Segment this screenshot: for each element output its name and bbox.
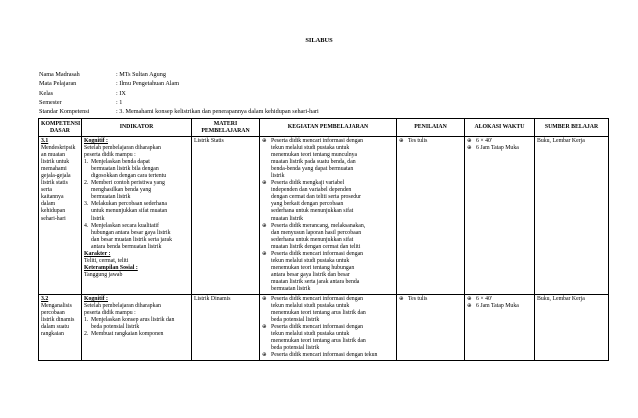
alokasi-cell [465,295,535,361]
list-item: 4. Menjelaskan secara kualitatif hubungan antara besar gaya listrik dan besar muatan listrik serta jarak antara benda bermuatan listrik [84,222,172,250]
materi-cell: Listrik Dinamis [192,295,260,361]
header-materi: MATERI PEMBELAJARAN [192,119,260,137]
kd-line: rangkaian [41,331,64,338]
kd-line: Menganalisis [41,303,72,310]
kegiatan-cell [260,137,397,295]
header-penilaian: PENILAIAN [397,119,465,137]
kd-line: listrik dinamis [41,317,75,324]
kd-line: kaitannya [41,194,64,201]
circle-plus-icon: ⊕ [262,352,267,359]
syllabus-table [38,118,609,361]
list-item: ⊕ 6 Jam Tatap Muka [467,145,519,152]
kd-line: memahami [41,166,67,173]
header-alokasi: ALOKASI WAKTU [465,119,535,137]
kegiatan-list [262,296,394,359]
list-item: ⊕ Tes tulis [399,138,428,144]
table-row [39,137,609,295]
circle-plus-icon: ⊕ [399,296,404,303]
header-indikator: INDIKATOR [82,119,192,137]
kd-line: an muatan [41,152,65,159]
indikator-cell [82,137,192,295]
meta-key: Semester [39,98,62,106]
kd-line: dalam [41,201,56,208]
header-sumber: SUMBER BELAJAR [535,119,609,137]
list-item: 1. Menjelaskan benda dapat bermuatan listrik bila dengan digosokkan dengan cara tertentu [84,159,167,180]
meta-key: Nama Madrasah [39,71,80,78]
circle-plus-icon: ⊕ [467,296,472,303]
karakter-label: Karakter : [84,250,111,257]
meta-key: Mata Pelajaran [39,80,77,88]
kd-number: 3.2 [41,296,49,303]
indikator-intro: Setelah pembelajaran diharapkan [84,145,161,152]
meta-key: Standar Kompetensi [39,108,90,116]
circle-plus-icon: ⊕ [262,296,267,303]
sosial-label: Keterampilan Sosial : [84,264,138,271]
header-kompetensi-dasar: KOMPETENSI DASAR [39,119,82,137]
kegiatan-cell [260,295,397,361]
meta-key: Kelas [39,89,54,97]
meta-row [39,70,319,79]
kd-line: listrik untuk [41,159,70,166]
kd-line: gejala-gejala [41,173,71,180]
kd-cell [39,137,82,295]
materi-cell: Listrik Statis [192,137,260,295]
kd-line: listrik statis [41,180,68,187]
list-item: 2. Membuat rangkaian komponen [84,331,164,338]
list-item: 3. Melakukan percobaan sederhana untuk menunjukkan sifat muatan listrik [84,201,168,222]
meta-row [39,98,319,107]
indikator-intro: peserta didik mampu : [84,310,136,317]
circle-plus-icon: ⊕ [262,222,267,229]
meta-value: : MTs Sultan Agung [116,71,166,78]
indikator-intro: Setelah pembelajaran diharapkan [84,303,161,310]
list-item: ⊕ Peserta didik mencari informasi dengan tekun melalui studi pustaka untuk menemukan teori tentang arus listrik dan beda potensial listrik [262,296,366,324]
list-item: ⊕ Tes tulis [399,296,428,303]
list-item: ⊕ Peserta didik merancang, melaksanakan, dan menyusun laporan hasil percobaan sederhana untuk menunjukkan sifat muatan listrik dengan cermat dan teliti [262,222,366,250]
list-item: ⊕ Peserta didik mencari informasi dengan tekun melalui studi pustaka untuk menemukan teori tentang munculnya muatan listrik pada suatu benda, dan benda-benda yang dapat bermuatan listrik [262,138,364,180]
meta-value: : Ilmu Pengetahuan Alam [116,80,180,88]
circle-plus-icon: ⊕ [467,303,472,310]
circle-plus-icon: ⊕ [262,138,267,144]
kd-line: serta [41,187,52,194]
list-item: ⊕ Peserta didik mencari informasi dengan tekun [262,352,378,359]
penilaian-cell [397,137,465,295]
kegiatan-list [262,138,394,293]
list-item: 2. Memberi contoh peristiwa yang menghasilkan benda yang bermuatan listrik [84,180,165,201]
indikator-cell [82,295,192,361]
kognitif-label: Kognitif : [84,138,108,144]
list-item: ⊕ 6 × 40' [467,138,492,144]
list-item: ⊕ 6 Jam Tatap Muka [467,303,519,310]
header-kegiatan: KEGIATAN PEMBELAJARAN [260,119,397,137]
kd-line: Mendeskripsik [41,145,76,152]
indikator-intro: peserta didik mampu : [84,152,136,159]
list-item: ⊕ Peserta didik mencari informasi dengan tekun melalui studi pustaka untuk menemukan teori tentang arus listrik dan beda potensial listrik [262,324,366,352]
list-item: ⊕ Peserta didik mencari informasi dengan tekun melalui studi pustaka untuk menemukan teori tentang hubungan antara besar gaya listrik dan besar muatan listrik serta jarak antara benda bermuatan listrik [262,250,364,292]
circle-plus-icon: ⊕ [262,250,267,257]
kd-line: percobaan [41,310,65,317]
karakter-value: Teliti, cermat, teliti [84,257,129,264]
sumber-cell: Buku, Lembar Kerja [535,295,609,361]
circle-plus-icon: ⊕ [467,138,472,144]
kd-number: 3.1 [41,138,49,144]
circle-plus-icon: ⊕ [467,145,472,152]
meta-value: : 1 [116,98,123,106]
circle-plus-icon: ⊕ [262,180,267,187]
list-item: ⊕ 6 × 40' [467,296,492,303]
penilaian-cell [397,295,465,361]
kd-line: dalam suatu [41,324,69,331]
meta-row [39,89,319,98]
meta-value: : IX [116,89,126,97]
indikator-list [84,159,189,251]
identity-block [39,70,319,116]
table-row [39,295,609,361]
list-item: 1. Menjelaskan konsep arus listrik dan beda potensial listrik [84,317,175,331]
circle-plus-icon: ⊕ [262,324,267,331]
alokasi-cell [465,137,535,295]
circle-plus-icon: ⊕ [399,138,404,144]
kd-line: kehidupan [41,208,66,215]
meta-row [39,107,319,116]
kognitif-label: Kognitif : [84,296,108,303]
meta-row [39,79,319,88]
document-title: SILABUS [305,37,333,44]
kd-line: sehari-hari [41,215,66,222]
kd-cell [39,295,82,361]
indikator-list [84,317,189,338]
list-item: ⊕ Peserta didik mengkaji variabel independen dan variabel dependen dengan cermat dan teliti serta prosedur yang berkait dengan percobaan sederhana untuk menunjukkan sifat muatan listrik [262,180,361,222]
sumber-cell: Buku, Lembar Kerja [535,137,609,295]
meta-value: : 3. Memahami konsep kelistrikan dan penerapannya dalam kehidupan sehari-hari [116,108,319,116]
sosial-value: Tanggung jawab [84,271,123,278]
